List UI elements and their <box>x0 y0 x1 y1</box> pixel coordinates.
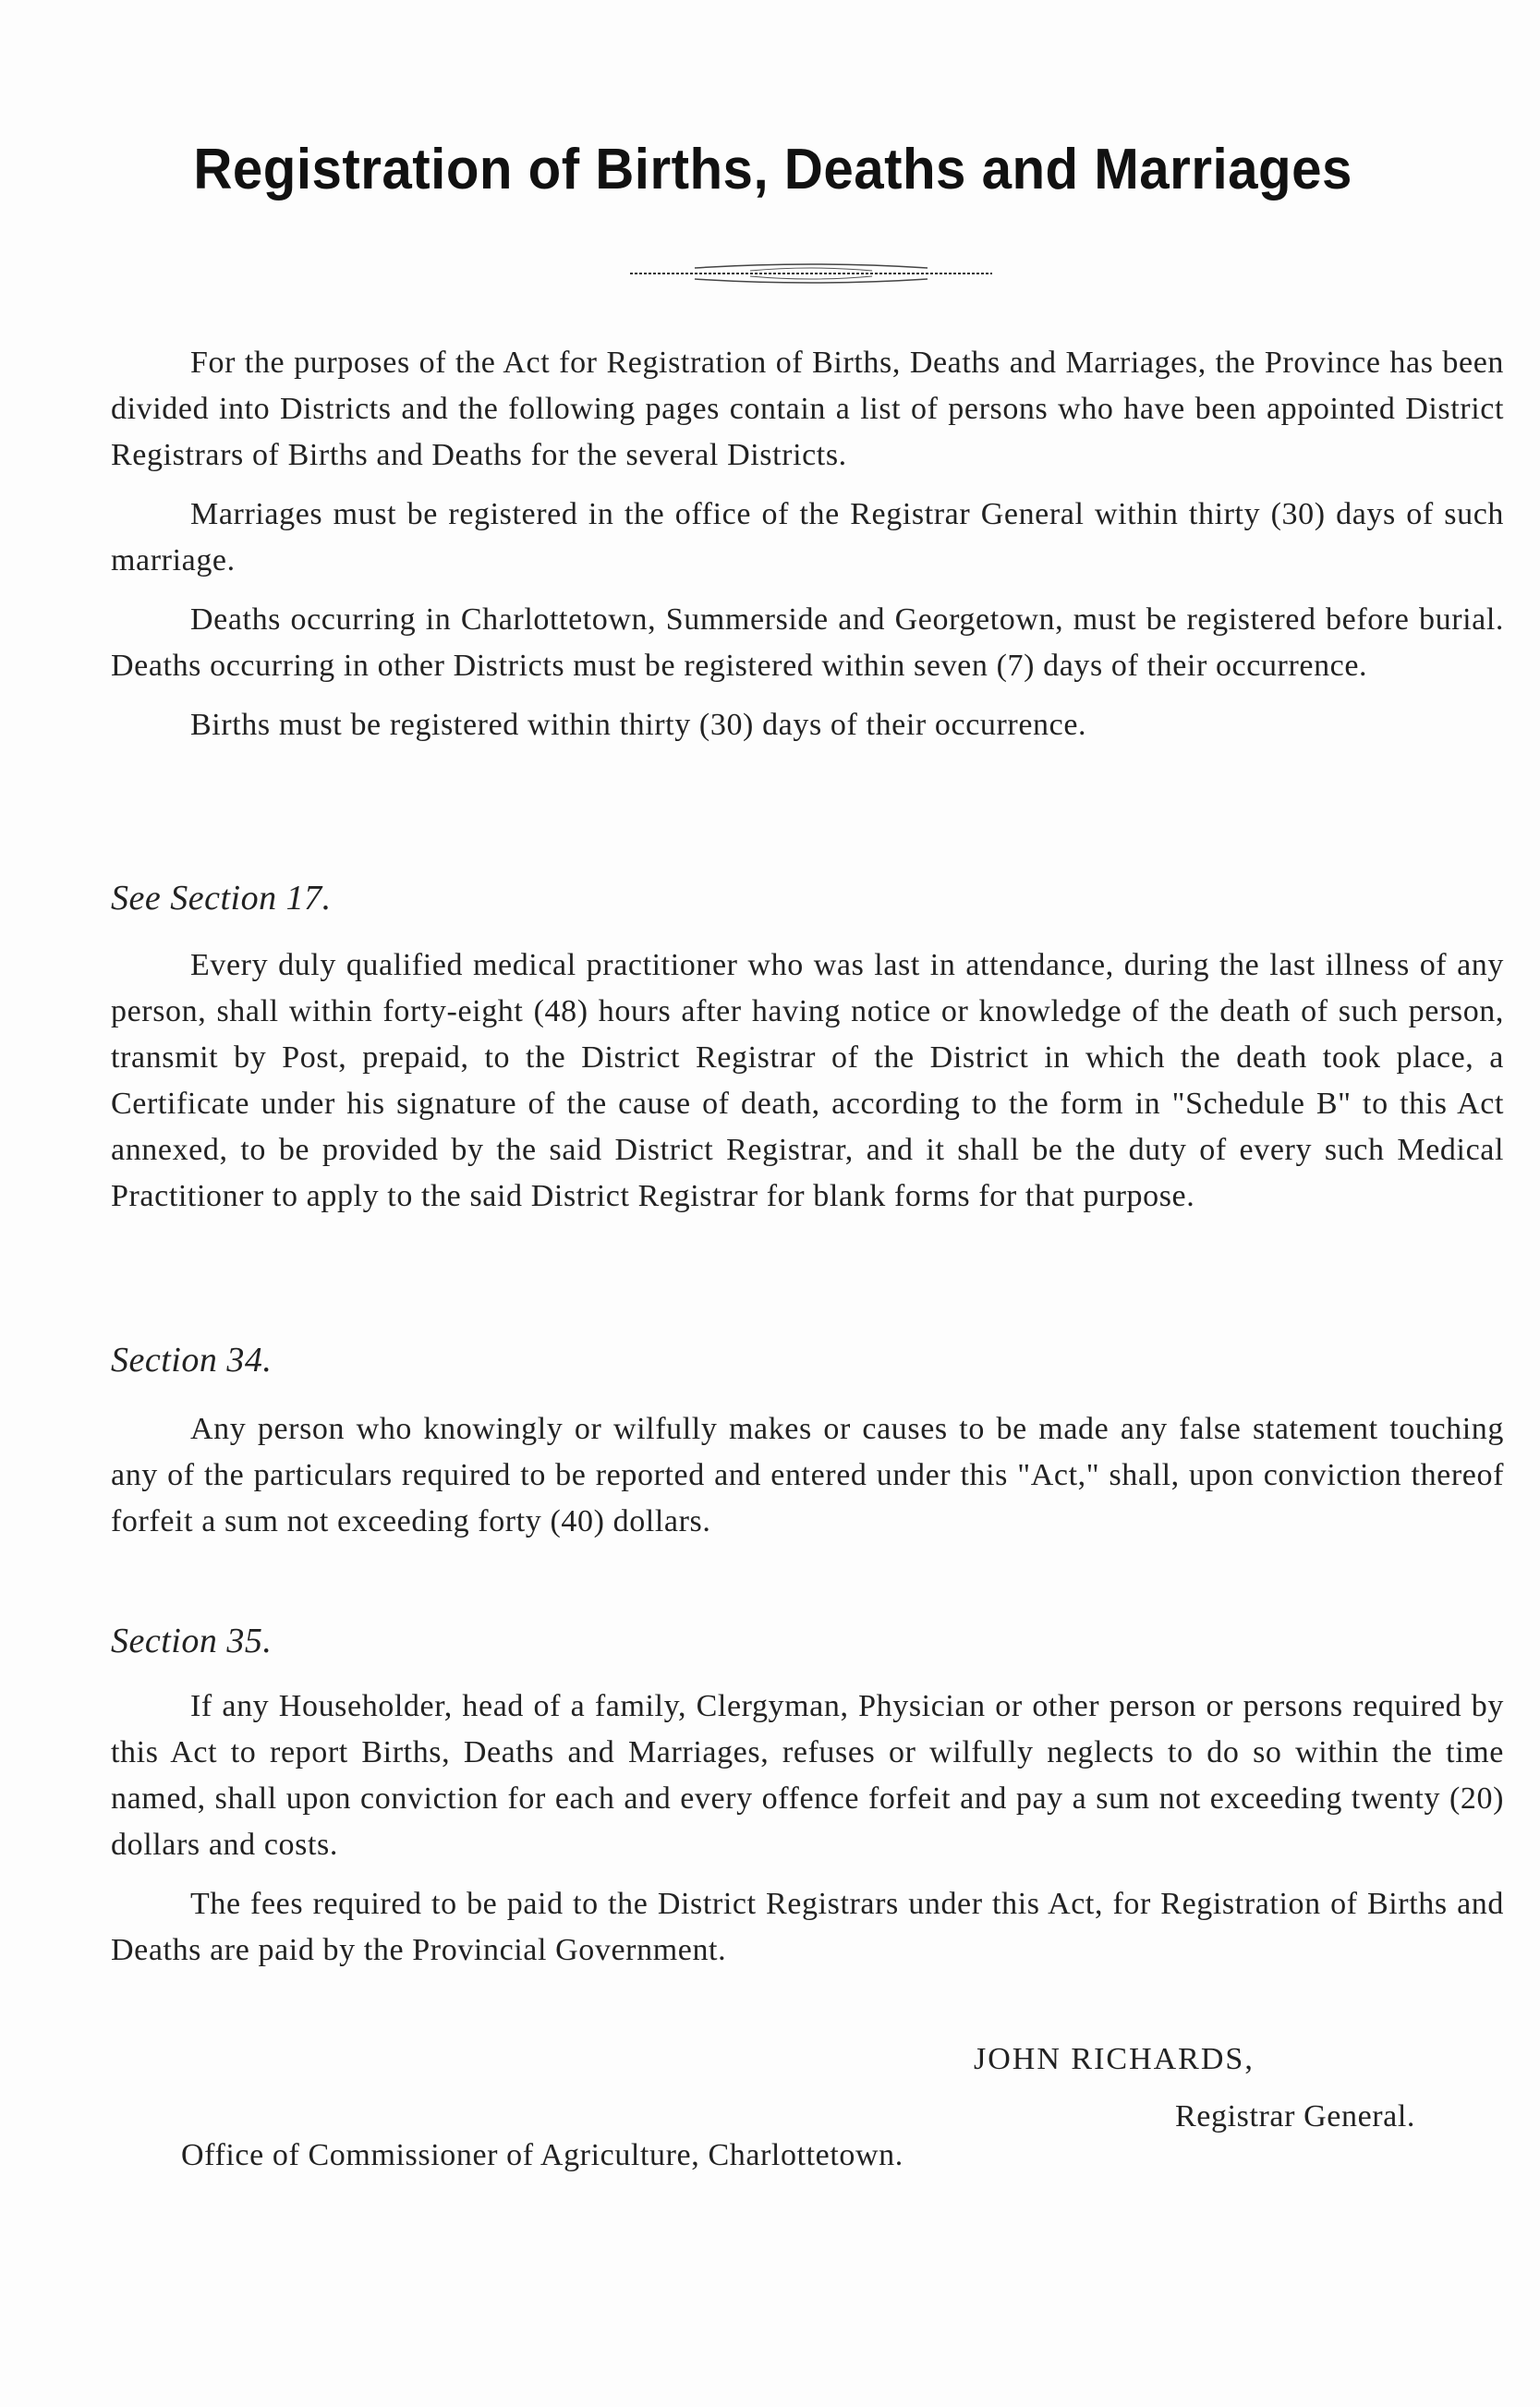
intro-paragraph-2: Marriages must be registered in the office of the Registrar General within thirty (30) days of such marriage. <box>111 497 1504 577</box>
section-35-text: If any Householder, head of a family, Clergyman, Physician or other person or persons required by this Act to report Births, Deaths and Marriages, refuses or wilfully neglects to do so within the time named, shall upon conviction for each and every offence forfeit and pay a sum not exceeding twenty (20) dollars and costs. <box>111 1689 1504 1862</box>
section-17-heading: See Section 17. <box>111 879 332 918</box>
intro-paragraph-3: Deaths occurring in Charlottetown, Summerside and Georgetown, must be registered before burial. Deaths occurring in other Districts must be registered within seven (7) days of their occurrence. <box>111 602 1504 683</box>
title-ornament <box>630 261 992 285</box>
section-34-text: Any person who knowingly or wilfully makes or causes to be made any false statement touching any of the particulars required to be reported and entered under this "Act," shall, upon conviction thereof forfeit a sum not exceeding forty (40) dollars. <box>111 1412 1504 1538</box>
section-35-heading: Section 35. <box>111 1622 273 1660</box>
office-line: Office of Commissioner of Agriculture, Charlottetown. <box>181 2138 903 2172</box>
signatory-title: Registrar General. <box>1175 2099 1416 2133</box>
section-34-heading: Section 34. <box>111 1341 273 1380</box>
fees-paragraph: The fees required to be paid to the District Registrars under this Act, for Registration of Births and Deaths are paid by the Provincial Government. <box>111 1887 1504 1967</box>
section-34-block <box>111 1406 1504 1545</box>
document-title: Registration of Births, Deaths and Marriages <box>193 138 1352 201</box>
intro-paragraph-1: For the purposes of the Act for Registration of Births, Deaths and Marriages, the Province has been divided into Districts and the following pages contain a list of persons who have been appointed District Registrars of Births and Deaths for the several Districts. <box>111 346 1504 472</box>
section-17-text: Every duly qualified medical practitioner who was last in attendance, during the last illness of any person, shall within forty-eight (48) hours after having notice or knowledge of the death of such person, transmit by Post, prepaid, to the District Registrar of the District in which the death took place, a Certificate under his signature of the cause of death, according to the form in "Schedule B" to this Act annexed, to be provided by the said District Registrar, and it shall be the duty of every such Medical Practitioner to apply to the said District Registrar for blank forms for that purpose. <box>111 948 1504 1213</box>
intro-paragraph-4: Births must be registered within thirty (30) days of their occurrence. <box>190 708 1087 742</box>
signatory-name: JOHN RICHARDS, <box>974 2042 1255 2076</box>
intro-block <box>111 340 1504 748</box>
section-35-block <box>111 1684 1504 1974</box>
section-17-block <box>111 942 1504 1220</box>
